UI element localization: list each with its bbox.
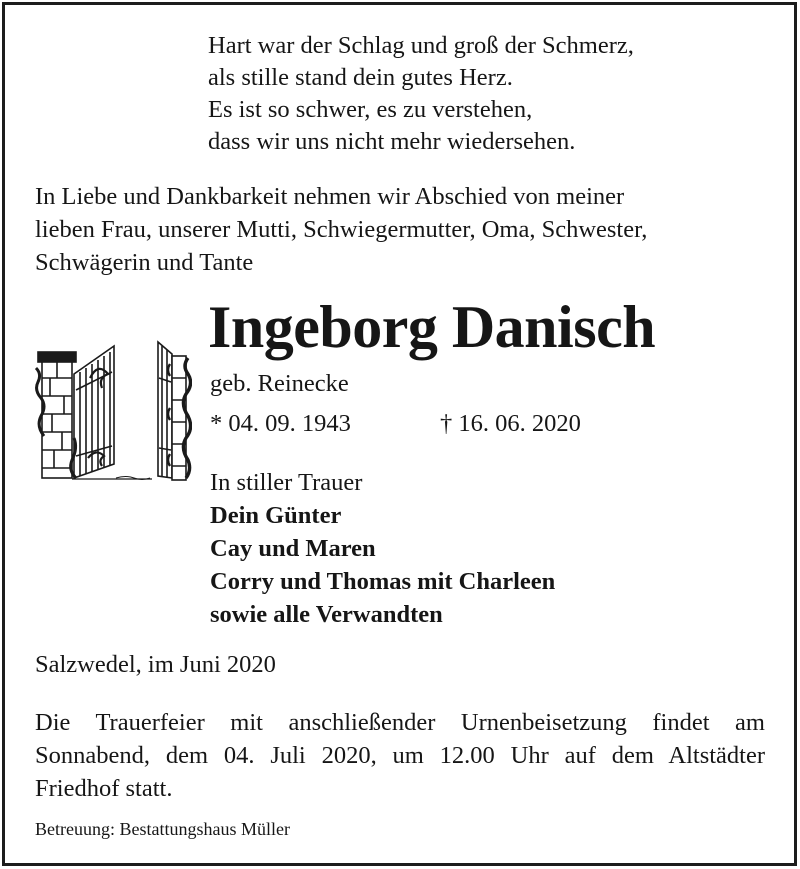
death-date: † 16. 06. 2020 (440, 410, 581, 437)
service-line: Die Trauerfeier mit anschließender Urnenbeisetzung findet am (35, 709, 765, 736)
poem (208, 30, 634, 158)
deceased-name: Ingeborg Danisch (208, 294, 656, 360)
mourner-name: Dein Günter (210, 502, 342, 529)
intro-text (35, 180, 647, 279)
birth-date: * 04. 09. 1943 (210, 410, 351, 437)
poem-line: dass wir uns nicht mehr wiedersehen. (208, 128, 576, 155)
mourner-name: Cay und Maren (210, 535, 376, 562)
maiden-name: geb. Reinecke (210, 370, 349, 397)
poem-line: Hart war der Schlag und groß der Schmerz, (208, 32, 634, 59)
service-line: Sonnabend, dem 04. Juli 2020, um 12.00 Uhr auf dem Altstädter (35, 742, 765, 769)
intro-line: lieben Frau, unserer Mutti, Schwiegermutter, Oma, Schwester, (35, 216, 648, 243)
poem-line: Es ist so schwer, es zu verstehen, (208, 96, 533, 123)
place-date: Salzwedel, im Juni 2020 (35, 651, 276, 678)
funeral-home: Betreuung: Bestattungshaus Müller (35, 819, 290, 839)
intro-line: In Liebe und Dankbarkeit nehmen wir Abschied von meiner (35, 183, 625, 210)
service-info (35, 706, 765, 805)
service-line: Friedhof statt. (35, 775, 173, 802)
mourners-intro: In stiller Trauer (210, 469, 363, 496)
poem-line: als stille stand dein gutes Herz. (208, 64, 513, 91)
cemetery-gate-icon (32, 338, 192, 493)
mourners-block (210, 466, 555, 631)
mourner-name: Corry und Thomas mit Charleen (210, 568, 556, 595)
intro-line: Schwägerin und Tante (35, 249, 254, 276)
mourner-name: sowie alle Verwandten (210, 601, 443, 628)
